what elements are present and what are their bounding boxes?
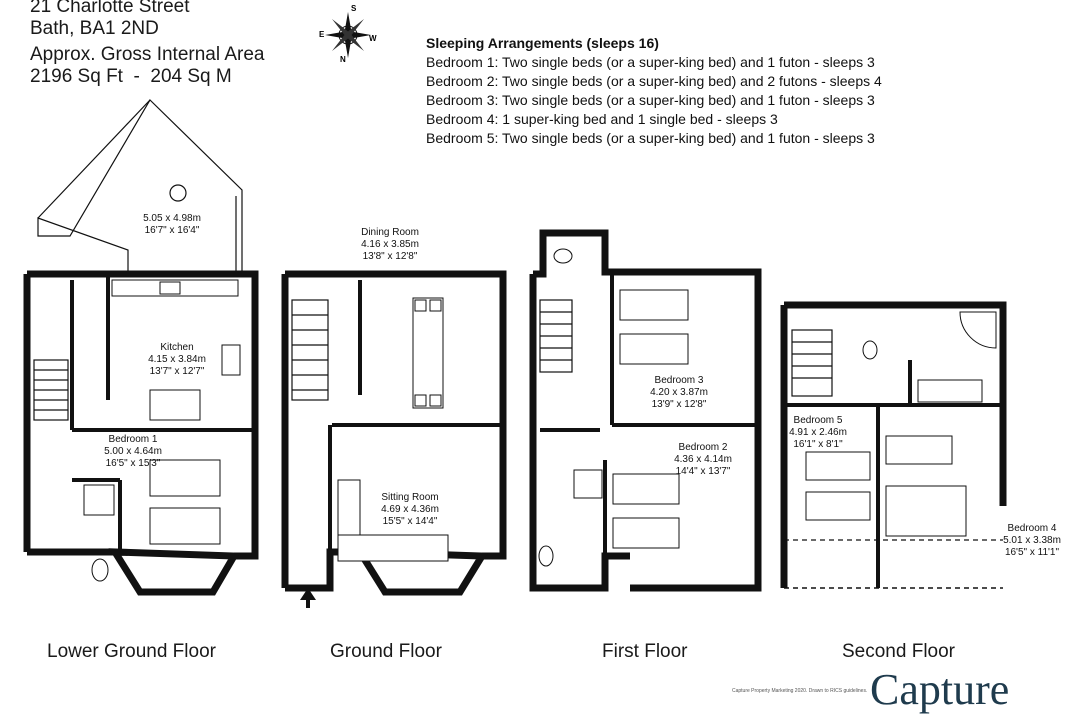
floor-label-lower-ground: Lower Ground Floor	[47, 641, 216, 662]
stairs-icon	[792, 330, 832, 396]
compass-e: E	[319, 30, 325, 39]
address-line-2: Bath, BA1 2ND	[30, 18, 159, 39]
sleeping-line: Bedroom 4: 1 super-king bed and 1 single bed - sleeps 3	[426, 111, 778, 127]
kitchen-dim-ft: 13'7" x 12'7"	[149, 366, 205, 377]
sitting-dim-ft: 15'5" x 14'4"	[382, 516, 438, 527]
sleeping-title: Sleeping Arrangements (sleeps 16)	[426, 35, 659, 51]
second-floor-plan	[784, 305, 1061, 588]
bed-icon	[613, 474, 679, 504]
sleeping-line: Bedroom 5: Two single beds (or a super-king bed) and 1 futon - sleeps 3	[426, 130, 875, 146]
stairs-icon	[34, 360, 68, 420]
dining-name: Dining Room	[361, 227, 419, 238]
stairs-icon	[292, 300, 328, 400]
terrace-dim-ft: 16'7" x 16'4"	[144, 225, 200, 236]
hob-icon	[222, 345, 240, 375]
area-values: 2196 Sq Ft - 204 Sq M	[30, 66, 232, 87]
bedroom5-dim-ft: 16'1" x 8'1"	[793, 439, 843, 450]
compass-icon	[319, 4, 377, 64]
bedroom2-dim-ft: 14'4" x 13'7"	[675, 466, 731, 477]
toilet-icon	[92, 559, 108, 581]
terrace-outline	[38, 100, 242, 274]
terrace-feature	[170, 185, 186, 201]
bed-icon	[150, 460, 220, 496]
bedroom3-dim-ft: 13'9" x 12'8"	[651, 399, 707, 410]
bed-icon	[886, 436, 952, 464]
capture-logo: Capture	[870, 665, 1010, 714]
shower-icon	[574, 470, 602, 498]
bedroom5-name: Bedroom 5	[793, 415, 843, 426]
compass-n: N	[340, 55, 346, 64]
lower-ground-floor-plan	[27, 100, 255, 592]
compass-s: S	[351, 4, 357, 13]
dining-dim-ft: 13'8" x 12'8"	[362, 251, 418, 262]
bedroom2-dim-m: 4.36 x 4.14m	[674, 454, 732, 465]
floor-label-second: Second Floor	[842, 641, 956, 662]
dining-table-icon	[413, 298, 443, 408]
bedroom1-dim-m: 5.00 x 4.64m	[104, 446, 162, 457]
bedroom1-dim-ft: 16'5" x 15'3"	[105, 458, 161, 469]
compass-w: W	[369, 34, 377, 43]
sitting-name: Sitting Room	[381, 492, 439, 503]
floor-label-first: First Floor	[602, 641, 688, 662]
bedroom4-dim-m: 5.01 x 3.38m	[1003, 535, 1061, 546]
sleeping-line: Bedroom 3: Two single beds (or a super-king bed) and 1 futon - sleeps 3	[426, 92, 875, 108]
floor-label-ground: Ground Floor	[330, 641, 442, 662]
sleeping-line: Bedroom 1: Two single beds (or a super-king bed) and 1 futon - sleeps 3	[426, 54, 875, 70]
table-icon	[150, 390, 200, 420]
bed-icon	[620, 334, 688, 364]
sitting-dim-m: 4.69 x 4.36m	[381, 504, 439, 515]
kitchen-name: Kitchen	[160, 342, 194, 353]
bedroom4-name: Bedroom 4	[1007, 523, 1057, 534]
bedroom3-name: Bedroom 3	[654, 375, 704, 386]
bed-icon	[620, 290, 688, 320]
bedroom2-name: Bedroom 2	[678, 442, 728, 453]
sleeping-line: Bedroom 2: Two single beds (or a super-king bed) and 2 futons - sleeps 4	[426, 73, 882, 89]
stairs-icon	[540, 300, 572, 372]
kitchen-dim-m: 4.15 x 3.84m	[148, 354, 206, 365]
bedroom3-dim-m: 4.20 x 3.87m	[650, 387, 708, 398]
dining-dim-m: 4.16 x 3.85m	[361, 239, 419, 250]
shower-icon	[960, 312, 996, 348]
bed-icon	[806, 492, 870, 520]
bed-icon	[150, 508, 220, 544]
first-floor-plan	[533, 233, 758, 588]
credit-text: Capture Property Marketing 2020. Drawn to RICS guidelines.	[732, 688, 868, 694]
toilet-icon	[554, 249, 572, 263]
toilet-icon	[539, 546, 553, 566]
toilet-icon	[863, 341, 877, 359]
address-line-1: 21 Charlotte Street	[30, 0, 190, 17]
bed-icon	[613, 518, 679, 548]
bed-icon	[806, 452, 870, 480]
bath-icon	[918, 380, 982, 402]
area-title: Approx. Gross Internal Area	[30, 44, 265, 65]
ground-floor-plan	[285, 227, 503, 608]
shower-icon	[84, 485, 114, 515]
sink-icon	[160, 282, 180, 294]
terrace-dim-m: 5.05 x 4.98m	[143, 213, 201, 224]
bed-icon	[886, 486, 966, 536]
bedroom4-dim-ft: 16'5" x 11'1"	[1004, 547, 1060, 558]
bedroom5-dim-m: 4.91 x 2.46m	[789, 427, 847, 438]
sofa-icon	[338, 535, 448, 561]
bedroom1-name: Bedroom 1	[108, 434, 158, 445]
